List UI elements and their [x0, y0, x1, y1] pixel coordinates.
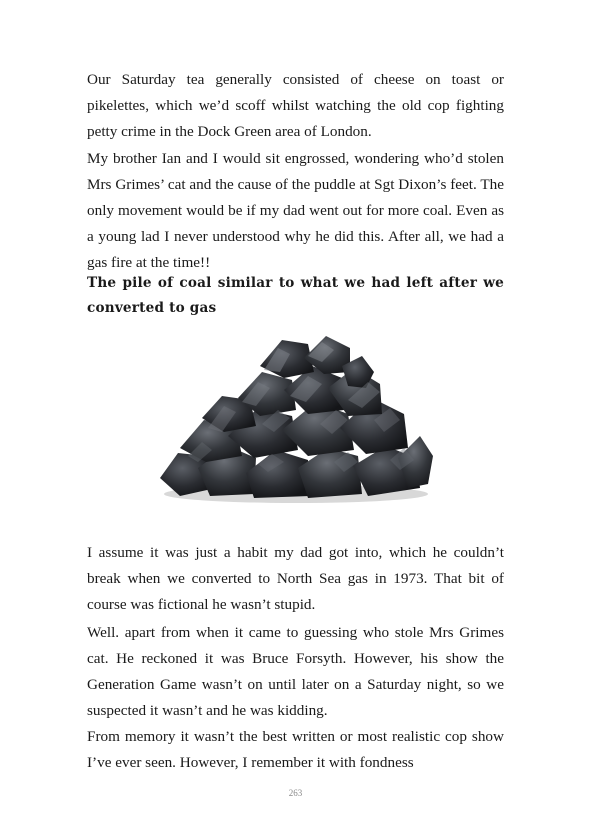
coal-pile-image [158, 328, 434, 504]
page-number: 263 [288, 788, 303, 798]
paragraph-cop-show: From memory it wasn’t the best written or most realistic cop show I’ve ever seen. However, I remember it with fondness [87, 728, 504, 771]
paragraph-saturday-tea: Our Saturday tea generally consisted of cheese on toast or pikelettes, which we’d scoff whilst watching the old cop fighting petty crime in the Dock Green area of London. [87, 71, 504, 140]
paragraph-north-sea-gas: I assume it was just a habit my dad got into, which he couldn’t break when we converted to North Sea gas in 1973. That bit of course was fictional he wasn’t stupid. [87, 544, 504, 613]
paragraph-grimes-cat: My brother Ian and I would sit engrossed, wondering who’d stolen Mrs Grimes’ cat and the cause of the puddle at Sgt Dixon’s feet. The only movement would be if my dad went out for more coal. Even as a young lad I never understood why he did this. After all, we had a gas fire at the time!! [87, 150, 504, 271]
image-caption-heading: The pile of coal similar to what we had left after we converted to gas [87, 275, 504, 316]
paragraph-bruce-forsyth: Well. apart from when it came to guessing who stole Mrs Grimes cat. He reckoned it was Bruce Forsyth. However, his show the Generation Game wasn’t on until later on a Saturday night, so we suspected it wasn’t and he was kidding. [87, 624, 504, 719]
